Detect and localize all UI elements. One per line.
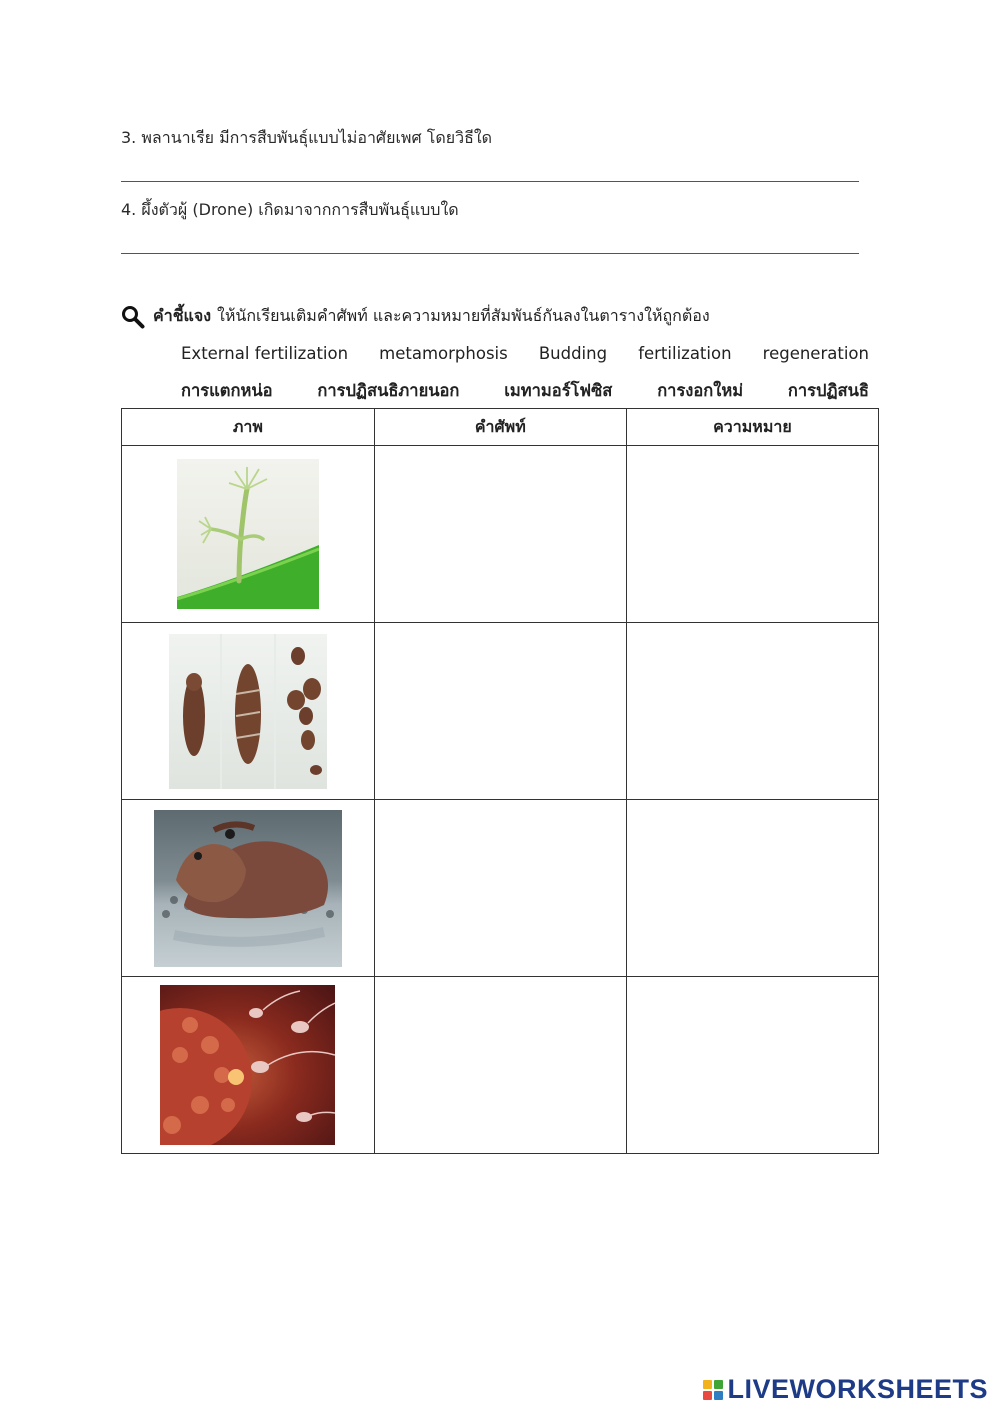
meaning-input[interactable] bbox=[626, 977, 878, 1154]
meaning-input[interactable] bbox=[626, 623, 878, 800]
image-cell bbox=[122, 446, 375, 623]
table-row bbox=[122, 446, 879, 623]
question-4: 4. ผึ้งตัวผู้ (Drone) เกิดมาจากการสืบพันธุ์แบบใด bbox=[121, 200, 459, 219]
word-english: metamorphosis bbox=[379, 344, 508, 363]
word-english: Budding bbox=[538, 344, 608, 363]
answer-line-3[interactable] bbox=[121, 181, 859, 182]
liveworksheets-logo bbox=[703, 1374, 988, 1405]
search-icon bbox=[121, 305, 145, 329]
header-meaning: ความหมาย bbox=[626, 409, 878, 446]
header-term: คำศัพท์ bbox=[374, 409, 626, 446]
matching-table bbox=[121, 408, 879, 1154]
meaning-input[interactable] bbox=[626, 800, 878, 977]
word-bank-thai bbox=[181, 378, 869, 404]
hydra-budding-image bbox=[177, 459, 319, 609]
word-thai: การแตกหน่อ bbox=[181, 381, 273, 400]
brand-name: LIVEWORKSHEETS bbox=[727, 1374, 988, 1404]
word-english: External fertilization bbox=[181, 344, 349, 363]
image-cell bbox=[122, 800, 375, 977]
instruction-label: คำชี้แจง bbox=[153, 306, 212, 325]
word-english: regeneration bbox=[762, 344, 869, 363]
instruction-text: ให้นักเรียนเติมคำศัพท์ และความหมายที่สัมพันธ์กันลงในตารางให้ถูกต้อง bbox=[217, 306, 710, 325]
term-input[interactable] bbox=[374, 623, 626, 800]
term-input[interactable] bbox=[374, 446, 626, 623]
table-row bbox=[122, 977, 879, 1154]
header-image: ภาพ bbox=[122, 409, 375, 446]
word-thai: เมทามอร์โฟซิส bbox=[504, 381, 613, 400]
word-thai: การปฏิสนธิ bbox=[787, 381, 869, 400]
table-row bbox=[122, 623, 879, 800]
table-header-row bbox=[122, 409, 879, 446]
word-english: fertilization bbox=[638, 344, 732, 363]
meaning-input[interactable] bbox=[626, 446, 878, 623]
term-input[interactable] bbox=[374, 977, 626, 1154]
planaria-regeneration-image bbox=[169, 634, 327, 789]
word-thai: การงอกใหม่ bbox=[657, 381, 744, 400]
frogs-mating-image bbox=[154, 810, 342, 967]
logo-tiles-icon bbox=[703, 1380, 723, 1400]
word-thai: การปฏิสนธิภายนอก bbox=[317, 381, 460, 400]
answer-line-4[interactable] bbox=[121, 253, 859, 254]
table-row bbox=[122, 800, 879, 977]
word-bank-english bbox=[181, 344, 869, 363]
term-input[interactable] bbox=[374, 800, 626, 977]
image-cell bbox=[122, 977, 375, 1154]
image-cell bbox=[122, 623, 375, 800]
instruction bbox=[121, 304, 710, 329]
sperm-egg-fertilization-image bbox=[160, 985, 335, 1145]
question-3: 3. พลานาเรีย มีการสืบพันธุ์แบบไม่อาศัยเพศ โดยวิธีใด bbox=[121, 128, 493, 147]
